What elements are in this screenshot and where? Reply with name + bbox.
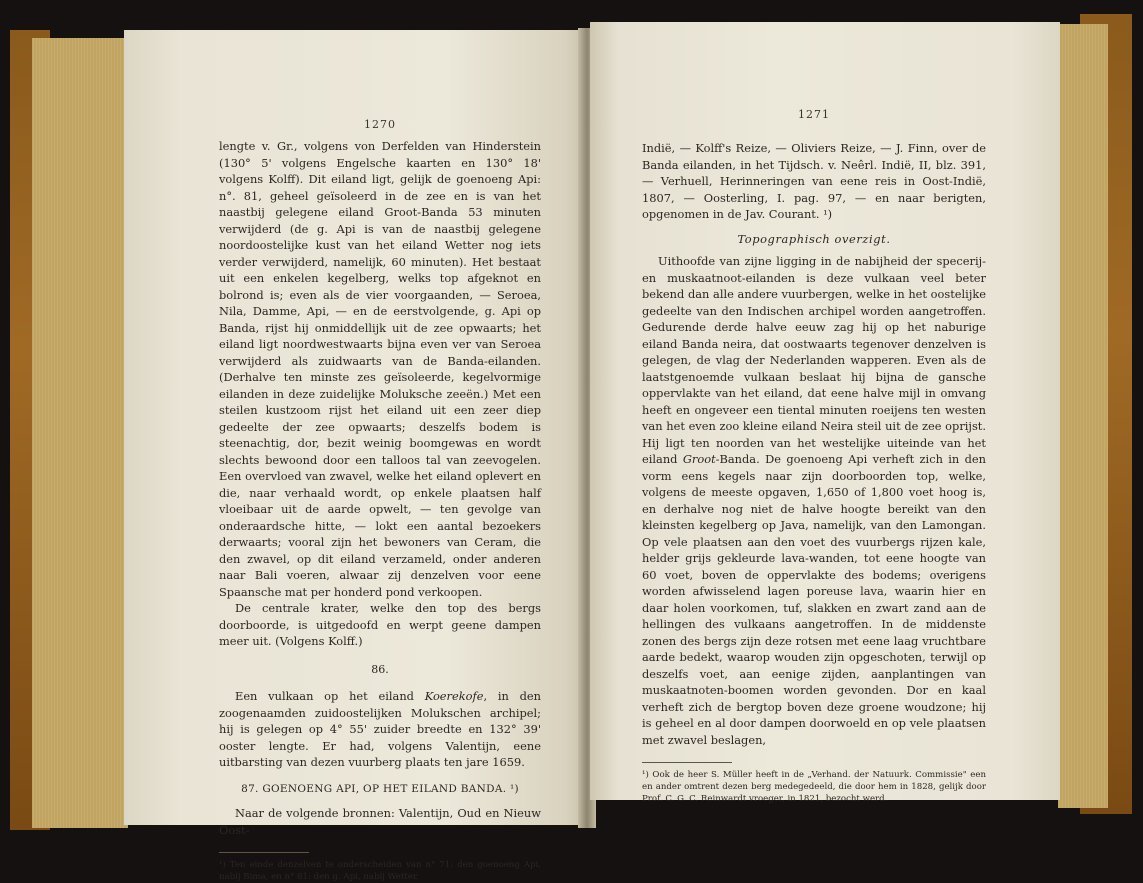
right-footnote: ¹) Ook de heer S. Müller heeft in de „Verhand. der Natuurk. Commissie" een en ander omtrent dezen berg medegedeeld, die door hem in 1828, gelijk door Prof. C. G. C. Reinwardt vroeger, in 1821, bezocht werd.	[642, 770, 986, 804]
left-paragraph-4: Naar de volgende bronnen: Valentijn, Oud en Nieuw Oost-	[219, 806, 541, 837]
left-paragraph-1: lengte v. Gr., volgens von Derfelden van Hinderstein (130° 5' volgens Engelsche kaarten en 130° 18' volgens Kolff). Dit eiland ligt, gelijk de goenoeng Api: n°. 81, geheel geïsoleerd in de zee en is van het naastbij gelegene eiland Groot-Banda 53 minuten verwijderd (de g. Api is van de naastbij gelegene noordoostelijke kust van het eiland Wetter nog iets verder verwijderd, namelijk, 60 minuten). Het bestaat uit een enkelen kegelberg, welks top afgeknot en bolrond is; even als de vier voorgaanden, — Seroea, Nila, Damme, Api, — en de eerstvolgende, g. Api op Banda, rijst hij onmiddellijk uit de zee opwaarts; het eiland ligt noordwestwaarts bijna even ver van Seroea verwijderd als zuidwaarts van de Banda-eilanden. (Derhalve ten minste zes geïsoleerde, kegelvormige eilanden in deze zuidelijke Moluksche zeeën.) Met een steilen kustzoom rijst het eiland uit een zeer diep gedeelte der zee opwaarts; deszelfs bodem is steenachtig, dor, bezit weinig boomgewas en wordt slechts bewoond door een talloos tal van zeevogelen. Een overvloed van zwavel, welke het eiland oplevert en die, naar verhaald wordt, op enkele plaatsen half vloeibaar uit de aarde opwelt, — ten gevolge van onderaardsche hitte, — lokt een aantal bezoekers derwaarts; vooral zijn het bewoners van Ceram, die den zwavel, op dit eiland verzameld, onder anderen naar Bali voeren, alwaar zij denzelven voor eene Spaansche mat per honderd pond verkoopen.	[219, 139, 541, 599]
left-page-block-edge	[32, 38, 128, 828]
topographisch-overzigt-subtitle: Topographisch overzigt.	[737, 231, 891, 246]
koerekofe-italic: Koerekofe	[424, 689, 484, 703]
left-page-number: 1270	[364, 118, 396, 131]
right-page-block-edge	[1058, 24, 1108, 808]
right-page	[590, 22, 1060, 804]
right-paragraph-1: Indië, — Kolff's Reize, — Oliviers Reize, — J. Finn, over de Banda eilanden, in het Tijdsch. v. Neêrl. Indië, II, blz. 391, — Verhuell, Herinneringen van eene reis in Oost-Indië, 1807, — Oosterling, I. pag. 97, — en naar berigten, opgenomen in de Jav. Courant. ¹)	[642, 141, 986, 221]
section-86-number: 86.	[371, 662, 389, 676]
left-paragraph-3	[219, 688, 541, 771]
right-paragraph-2	[642, 253, 986, 748]
left-footnote-rule	[219, 852, 309, 853]
left-page-text	[219, 138, 541, 883]
groot-italic: Groot	[682, 452, 716, 466]
right-footnote-rule	[642, 762, 732, 763]
left-paragraph-2: De centrale krater, welke den top des bergs doorboorde, is uitgedoofd en werpt geene dampen meer uit. (Volgens Kolff.)	[219, 601, 541, 648]
para2-text-start: Uithoofde van zijne ligging in de nabijheid der specerij- en muskaatnoot-eilanden is deze vulkaan veel beter bekend dan alle andere vuurbergen, welke in het oostelijke gedeelte van den Indischen archipel worden aangetroffen. Gedurende derde halve eeuw zag hij op het naburige eiland Banda neira, dat oostwaarts tegenover denzelven is gelegen, de vlag der Nederlanden wapperen. Even als de laatstgenoemde vulkaan beslaat hij bijna de gansche oppervlakte van het eiland, dat eene halve mijl in omvang heeft en ongeveer een tiental minuten roeijens ten westen van het even zoo kleine eiland Neira steil uit de zee oprijst. Hij ligt ten noorden van het westelijke uiteinde van het eiland	[642, 254, 986, 466]
right-page-number: 1271	[798, 108, 830, 121]
right-page-text	[642, 140, 986, 805]
left-page	[124, 30, 584, 882]
left-footnote: ¹) Ten einde denzelven te onderscheiden van n° 71: den goenoeng Api, nabij Bima, en n° 81: den g. Api, nabij Wetter.	[219, 860, 541, 882]
para3-text-start: Een vulkaan op het eiland	[235, 689, 425, 703]
para2-text-end: -Banda. De goenoeng Api verheft zich in den vorm eens kegels naar zijn doorboorden top, welke, volgens de meeste opgaven, 1,650 of 1,800 voet hoog is, en derhalve nog niet de halve hoogte bereikt van den kleinsten kegelberg op Java, namelijk, van den Lamongan. Op vele plaatsen aan den voet des vuurbergs rijzen kale, helder grijs gekleurde lava-wanden, tot eene hoogte van 60 voet, boven de oppervlakte des bodems; overigens worden afwisselend lagen poreuse lava, waarin hier en daar holen voorkomen, tuf, slakken en zwart zand aan de hellingen des vulkaans aangetroffen. In de middenste zonen des bergs zijn deze rotsen met eene laag vruchtbare aarde bedekt, waarop wouden zijn opgeschoten, terwijl op deszelfs voet, aan eenige zijden, aanplantingen van muskaatnoten-boomen worden gevonden. Dor en kaal verheft zich de bergtop boven deze groene woudzone; hij is geheel en al door dampen doorwoeld en op vele plaatsen met zwavel beslagen,	[642, 452, 986, 747]
section-87-heading: 87. GOENOENG API, OP HET EILAND BANDA. ¹)	[241, 782, 519, 795]
para3-text-end: , in den zoogenaamden zuidoostelijken Molukschen archipel; hij is gelegen op 4° 55' zuider breedte en 132° 39' ooster lengte. Er had, volgens Valentijn, eene uitbarsting van dezen vuurberg plaats ten jare 1659.	[219, 689, 541, 769]
